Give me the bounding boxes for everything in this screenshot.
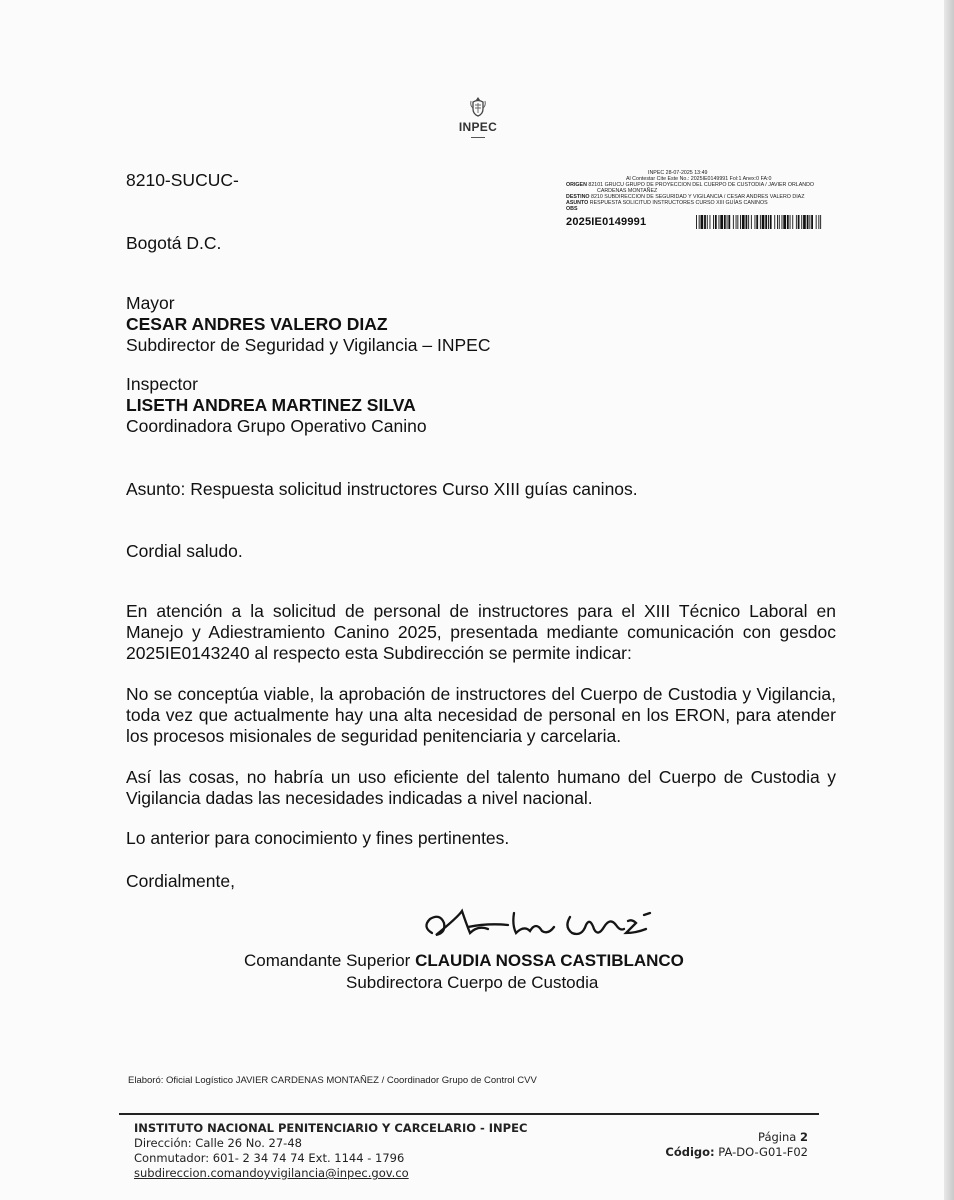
stamp-date: INPEC 28-07-2025 13:49 <box>648 170 708 176</box>
barcode-bar <box>811 215 813 229</box>
stamp-destino-label: DESTINO <box>566 194 590 200</box>
barcode-bar <box>713 215 714 229</box>
coat-of-arms-icon <box>469 96 487 118</box>
logo-divider <box>471 137 485 138</box>
barcode-bar <box>816 215 817 229</box>
stamp-number: 2025IE0149991 <box>566 216 647 228</box>
stamp-origen-label: ORIGEN <box>566 182 587 188</box>
recipient-rank: Inspector <box>126 374 198 394</box>
barcode-bar <box>733 215 734 229</box>
footer-address: Dirección: Calle 26 No. 27-48 <box>134 1136 302 1150</box>
footer-institution: INSTITUTO NACIONAL PENITENCIARIO Y CARCELARIO - INPEC <box>134 1121 528 1135</box>
footer-divider <box>119 1113 819 1115</box>
barcode-bar <box>719 215 720 229</box>
barcode-bar <box>787 215 789 229</box>
barcode-bar <box>803 215 806 229</box>
barcode-bar <box>727 215 728 229</box>
barcode-bar <box>728 215 730 229</box>
footer-phone: Conmutador: 601- 2 34 74 74 Ext. 1144 - 1796 <box>134 1151 405 1165</box>
barcode-bar <box>783 215 786 229</box>
stamp-asunto-value: RESPUESTA SOLICITUD INSTRUCTORES CURSO XIII GUÍAS CANINOS <box>589 200 768 206</box>
barcode-bar <box>742 215 745 229</box>
barcode-bar <box>760 215 761 229</box>
body-paragraph-1: En atención a la solicitud de personal de instructores para el XIII Técnico Laboral en Manejo y Adiestramiento Canino 2025, presentada mediante comunicación con gesdoc 2025IE0143240 al respecto esta Subdirección se permite indicar: <box>126 601 836 663</box>
barcode-bar <box>798 215 800 229</box>
document-code <box>660 1145 808 1160</box>
footer-contact <box>134 1121 527 1181</box>
signer-rank: Comandante Superior <box>244 951 411 970</box>
barcode-bar <box>736 215 737 229</box>
barcode-bar <box>768 215 769 229</box>
signer-name: CLAUDIA NOSSA CASTIBLANCO <box>415 951 684 970</box>
barcode-bar <box>748 215 749 229</box>
barcode-bar <box>746 215 748 229</box>
handwritten-signature <box>418 903 668 951</box>
greeting: Cordial saludo. <box>126 541 243 561</box>
barcode-bar <box>820 215 821 229</box>
stamp-obs-label: OBS <box>566 206 578 212</box>
barcode-bar <box>770 215 772 229</box>
barcode-bar <box>779 215 780 229</box>
recipient-block-1 <box>126 293 490 356</box>
recipient-position: Coordinadora Grupo Operativo Canino <box>126 416 427 436</box>
stamp-asunto-label: ASUNTO <box>566 200 589 206</box>
barcode-bar <box>818 215 819 229</box>
recipient-position: Subdirector de Seguridad y Vigilancia – INPEC <box>126 335 491 355</box>
barcode-bar <box>765 215 767 229</box>
barcode-bar <box>724 215 726 229</box>
barcode-bar <box>792 215 793 229</box>
recipient-block-2 <box>126 374 427 437</box>
prepared-by: Elaboró: Oficial Logístico JAVIER CARDENAS MONTAÑEZ / Coordinador Grupo de Control CVV <box>128 1075 537 1086</box>
barcode-bar <box>756 215 758 229</box>
body-paragraph-2: No se conceptúa viable, la aprobación de instructores del Cuerpo de Custodia y Vigilancia, toda vez que actualmente hay una alta necesidad de personal en los ERON, para atender los procesos misionales de seguridad penitenciaria y carcelaria. <box>126 684 836 746</box>
recipient-rank: Mayor <box>126 293 175 313</box>
barcode-bar <box>790 215 791 229</box>
stamp-origen-value: 82101 GRUCU GRUPO DE PROYECCION DEL CUERPO DE CUSTODIA / JAVIER ORLANDO <box>588 182 815 188</box>
barcode-bar <box>755 215 756 229</box>
barcode-bar <box>707 215 708 229</box>
subject-line: Asunto: Respuesta solicitud instructores Curso XIII guías caninos. <box>126 479 638 499</box>
signer-position: Subdirectora Cuerpo de Custodia <box>346 973 599 992</box>
barcode-bar <box>704 215 706 229</box>
closing: Cordialmente, <box>126 871 235 891</box>
barcode-bar <box>715 215 717 229</box>
body-paragraph-3: Así las cosas, no habría un uso eficiente del talento humano del Cuerpo de Custodia y Vigilancia dadas las necesidades indicadas a nivel nacional. <box>126 767 836 808</box>
footer-email-link[interactable]: subdireccion.comandoyvigilancia@inpec.gov.co <box>134 1166 409 1180</box>
barcode-bar <box>782 215 783 229</box>
stamp-obs <box>566 206 826 212</box>
logo-text: INPEC <box>458 120 498 134</box>
code-label: Código: <box>665 1145 715 1159</box>
stamp-origen-cont: CARDENAS MONTAÑEZ <box>597 188 658 194</box>
barcode <box>696 215 822 229</box>
barcode-bar <box>737 215 738 229</box>
barcode-bar <box>696 215 697 229</box>
stamp-destino-value: 8210 SUBDIRECCION DE SEGURIDAD Y VIGILANCIA / CESAR ANDRES VALERO DIAZ <box>591 194 805 200</box>
barcode-bar <box>720 215 723 229</box>
body-paragraph-4: Lo anterior para conocimiento y fines pertinentes. <box>126 828 510 848</box>
barcode-bar <box>807 215 809 229</box>
recipient-name: LISETH ANDREA MARTINEZ SILVA <box>126 395 416 415</box>
barcode-bar <box>762 215 765 229</box>
page-edge-shadow <box>944 0 954 1200</box>
barcode-bar <box>774 215 775 229</box>
barcode-bar <box>699 215 700 229</box>
barcode-bar <box>796 215 797 229</box>
city-date: Bogotá D.C. <box>126 233 222 253</box>
barcode-bar <box>710 215 711 229</box>
stamp-cite: Al Contestar Cite Este No.: 2025IE0149991 Fol:1 Anex:0 FA:0 <box>626 176 772 182</box>
page-number: 2 <box>799 1130 808 1144</box>
recipient-name: CESAR ANDRES VALERO DIAZ <box>126 314 388 334</box>
barcode-bar <box>740 215 741 229</box>
barcode-bar <box>751 215 752 229</box>
signer-line <box>244 950 684 971</box>
code-value: PA-DO-G01-F02 <box>718 1145 808 1159</box>
reference-code: 8210-SUCUC- <box>126 170 239 190</box>
barcode-bar <box>777 215 778 229</box>
barcode-bar <box>701 215 704 229</box>
barcode-bar <box>809 215 810 229</box>
inpec-logo <box>448 96 508 138</box>
page-label: Página <box>758 1130 797 1144</box>
footer-meta <box>660 1130 808 1160</box>
barcode-bar <box>801 215 802 229</box>
page-indicator <box>660 1130 808 1145</box>
